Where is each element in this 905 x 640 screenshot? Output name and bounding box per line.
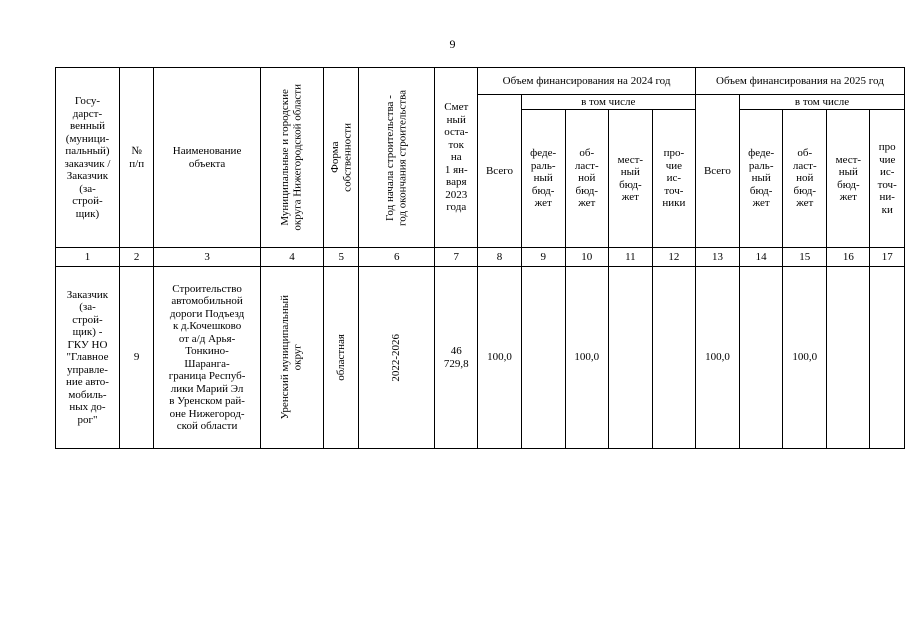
header-local-2024: мест- ный бюд- жет (608, 110, 652, 248)
row-total-2025: 100,0 (695, 267, 739, 449)
col-num-5: 5 (324, 248, 359, 267)
header-local-2025: мест- ный бюд- жет (827, 110, 870, 248)
header-years: Год начала строительства - год окончания строительства (359, 68, 435, 248)
col-num-12: 12 (652, 248, 695, 267)
col-num-1: 1 (56, 248, 120, 267)
col-num-4: 4 (260, 248, 324, 267)
col-num-14: 14 (740, 248, 783, 267)
row-regional-2025: 100,0 (783, 267, 827, 449)
row-years: 2022-2026 (359, 267, 435, 449)
header-municipal: Муниципальные и городские округа Нижегородской области (260, 68, 324, 248)
col-num-16: 16 (827, 248, 870, 267)
financing-table (55, 67, 905, 449)
row-other-2025 (870, 267, 905, 449)
header-estimate: Смет ный оста- ток на 1 ян- варя 2023 года (435, 68, 478, 248)
header-total-2025: Всего (695, 95, 739, 248)
header-customer: Госу- дарст- венный (муници- пальный) заказчик / Заказчик (за- строй- щик) (56, 68, 120, 248)
col-num-6: 6 (359, 248, 435, 267)
col-num-11: 11 (608, 248, 652, 267)
header-including-2025: в том числе (740, 95, 905, 110)
row-estimate: 46 729,8 (435, 267, 478, 449)
row-local-2024 (608, 267, 652, 449)
col-num-8: 8 (478, 248, 521, 267)
header-object-name: Наименование объекта (154, 68, 260, 248)
header-other-2025: про чие ис- точ- ни- ки (870, 110, 905, 248)
row-customer: Заказчик (за- строй- щик) - ГКУ НО "Главное управле- ние авто- мобиль- ных до- рог" (56, 267, 120, 449)
header-funding-2025: Объем финансирования на 2025 год (695, 68, 904, 95)
page-number: 9 (449, 37, 456, 51)
row-local-2025 (827, 267, 870, 449)
header-total-2024: Всего (478, 95, 521, 248)
col-num-17: 17 (870, 248, 905, 267)
col-num-10: 10 (565, 248, 608, 267)
row-total-2024: 100,0 (478, 267, 521, 449)
col-num-13: 13 (695, 248, 739, 267)
col-num-3: 3 (154, 248, 260, 267)
col-num-9: 9 (521, 248, 565, 267)
row-federal-2025 (740, 267, 783, 449)
header-funding-2024: Объем финансирования на 2024 год (478, 68, 696, 95)
row-other-2024 (652, 267, 695, 449)
header-federal-2025: феде- раль- ный бюд- жет (740, 110, 783, 248)
row-municipal: Уренский муниципальный округ (260, 267, 324, 449)
header-regional-2024: об- ласт- ной бюд- жет (565, 110, 608, 248)
header-federal-2024: феде- раль- ный бюд- жет (521, 110, 565, 248)
header-including-2024: в том числе (521, 95, 695, 110)
row-num: 9 (119, 267, 153, 449)
col-num-2: 2 (119, 248, 153, 267)
header-other-2024: про- чие ис- точ- ники (652, 110, 695, 248)
row-federal-2024 (521, 267, 565, 449)
header-num: № п/п (119, 68, 153, 248)
row-ownership: областная (324, 267, 359, 449)
header-ownership: Форма собственности (324, 68, 359, 248)
row-regional-2024: 100,0 (565, 267, 608, 449)
header-regional-2025: об- ласт- ной бюд- жет (783, 110, 827, 248)
row-object-name: Строительство автомобильной дороги Подъезд к д.Кочешково от а/д Арья- Тонкино- Шаранга- граница Респуб- лики Марий Эл в Уренском рай- оне Нижегород- ской области (154, 267, 260, 449)
col-num-15: 15 (783, 248, 827, 267)
col-num-7: 7 (435, 248, 478, 267)
table-row (56, 267, 905, 449)
